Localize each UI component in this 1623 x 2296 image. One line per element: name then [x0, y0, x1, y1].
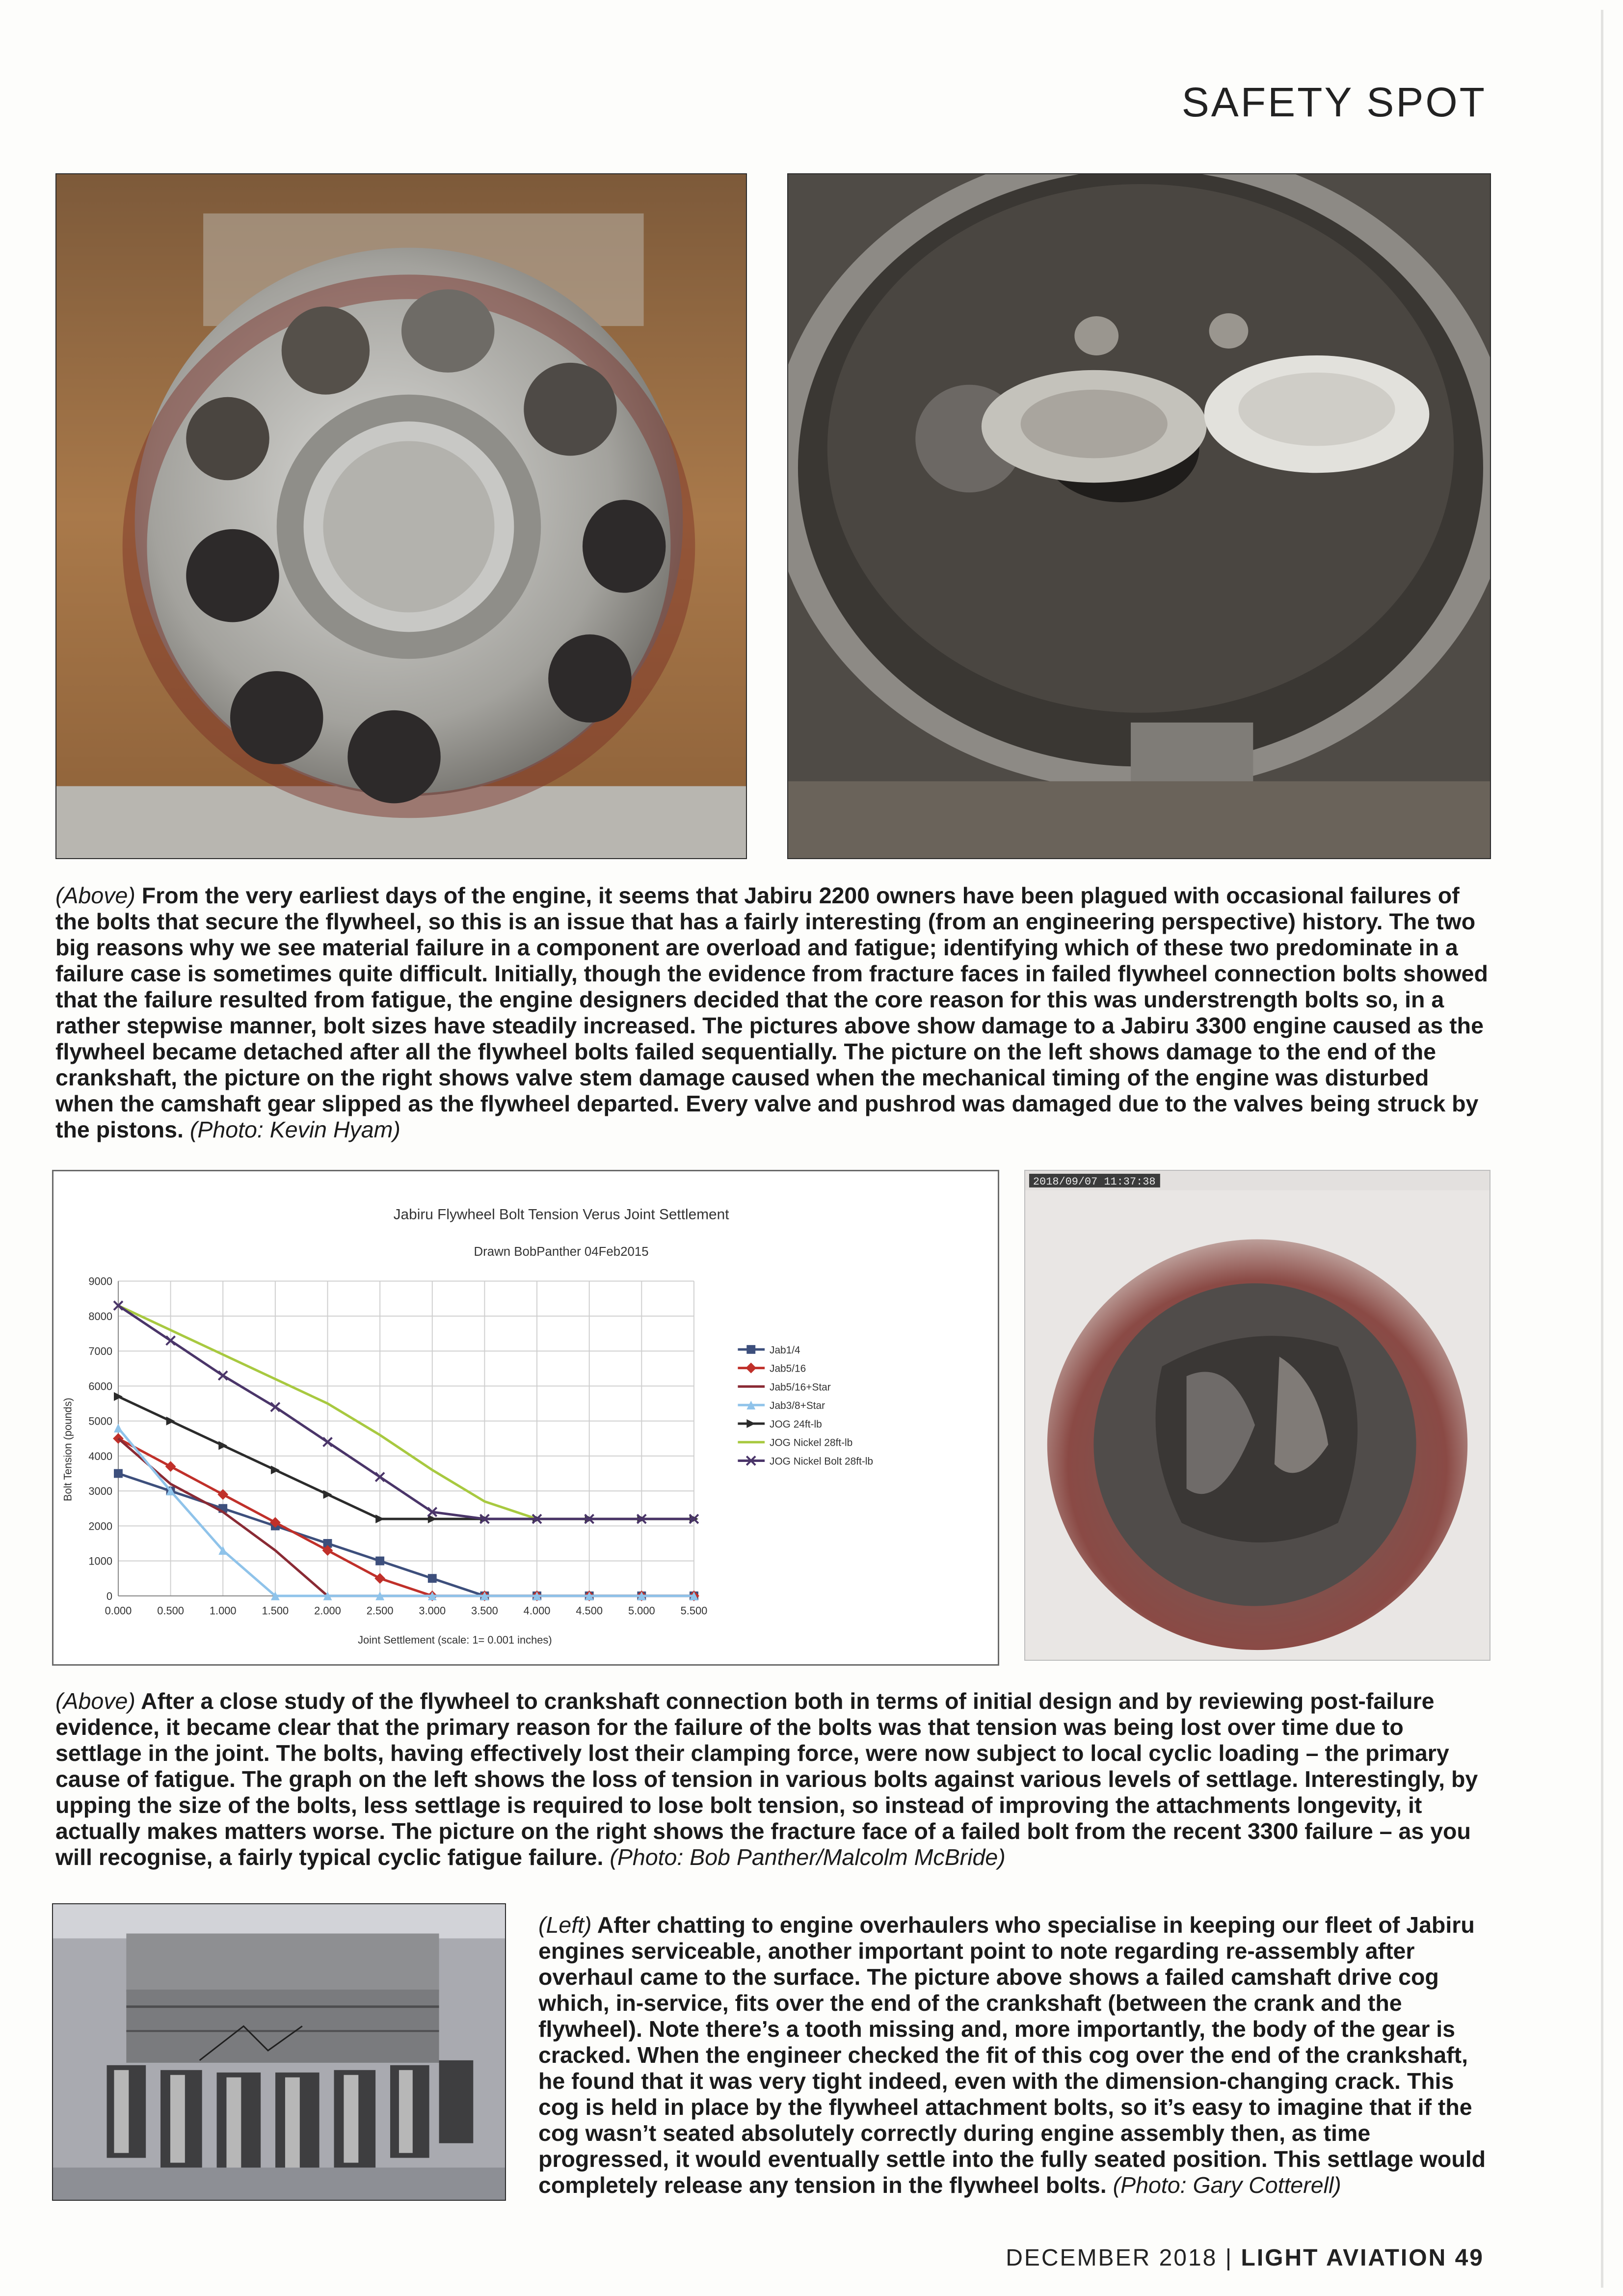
y-tick-label: 1000 — [88, 1555, 113, 1567]
x-tick-label: 0.000 — [105, 1604, 132, 1617]
y-axis-label: Bolt Tension (pounds) — [61, 1398, 74, 1502]
photo-credit: (Photo: Bob Panther/Malcolm McBride) — [610, 1844, 1006, 1870]
footer-separator: | — [1225, 2245, 1233, 2271]
x-tick-label: 2.500 — [366, 1604, 394, 1617]
x-tick-label: 2.000 — [314, 1604, 341, 1617]
section-title: SAFETY SPOT — [1181, 79, 1487, 125]
x-tick-label: 5.000 — [628, 1604, 655, 1617]
series-line — [118, 1438, 694, 1596]
chart-grid — [118, 1281, 694, 1596]
series-line — [118, 1473, 694, 1595]
data-point — [165, 1461, 176, 1472]
caption-lead: (Left) — [538, 1912, 592, 1938]
caption-lead: (Above) — [55, 883, 135, 908]
series-jog-nickel-bolt-28ft-lb — [114, 1301, 698, 1523]
bolt-fracture-face-photo — [1024, 1170, 1490, 1661]
caption-camshaft-cog — [538, 1912, 1493, 2198]
y-tick-label: 0 — [106, 1590, 113, 1602]
photo-timestamp: 2018/09/07 11:37:38 — [1033, 1175, 1156, 1188]
photo-credit: (Photo: Gary Cotterell) — [1113, 2172, 1341, 2198]
series-jog-nickel-28ft-lb — [118, 1306, 694, 1519]
y-tick-label: 2000 — [88, 1520, 113, 1533]
x-tick-label: 4.500 — [576, 1604, 603, 1617]
y-tick-label: 3000 — [88, 1485, 113, 1498]
x-tick-label: 3.000 — [419, 1604, 446, 1617]
data-point — [375, 1557, 384, 1566]
data-point — [745, 1363, 756, 1374]
x-tick-label: 1.500 — [262, 1604, 289, 1617]
y-tick-label: 9000 — [88, 1275, 113, 1288]
caption-bolt-tension — [55, 1688, 1491, 1870]
chart-legend — [738, 1345, 873, 1467]
x-tick-label: 3.500 — [471, 1604, 498, 1617]
data-point — [114, 1469, 123, 1478]
caption-crankshaft-damage — [55, 883, 1491, 1143]
data-point — [746, 1419, 755, 1428]
x-axis-label: Joint Settlement (scale: 1= 0.001 inches) — [358, 1634, 552, 1647]
legend-item — [738, 1419, 822, 1430]
x-tick-label: 4.000 — [523, 1604, 551, 1617]
x-tick-label: 5.500 — [680, 1604, 708, 1617]
legend-item — [738, 1456, 873, 1467]
caption-body: After chatting to engine overhaulers who specialise in keeping our fleet of Jabiru engines serviceable, another important point to note regarding re-assembly after overhaul came to the surface. The picture above shows a failed camshaft drive cog which, in-service, fits over the end of the crankshaft (between the crank and the flywheel). Note there’s a tooth missing and, more importantly, the body of the gear is cracked. When the engineer checked the fit of this cog over the end of the crankshaft, he found that it was very tight indeed, even with the dimension-changing crack. This cog is held in place by the flywheel attachment bolts, so it’s easy to imagine that if the cog wasn’t seated absolutely correctly during engine assembly then, as time progressed, it would eventually settle into the fully seated position. This settlage would completely release any tension in the flywheel bolts. — [538, 1912, 1486, 2198]
legend-label: Jab1/4 — [770, 1344, 800, 1356]
legend-item — [738, 1381, 830, 1393]
issue-date: DECEMBER 2018 — [1006, 2245, 1218, 2271]
photo-credit: (Photo: Kevin Hyam) — [189, 1117, 400, 1142]
caption-lead: (Above) — [55, 1688, 135, 1714]
legend-label: Jab5/16 — [770, 1363, 806, 1375]
publication-name: LIGHT AVIATION — [1241, 2245, 1447, 2271]
legend-label: JOG Nickel Bolt 28ft-lb — [770, 1456, 874, 1467]
bolt-tension-chart — [52, 1170, 999, 1666]
legend-item — [738, 1437, 852, 1449]
series-jab1-4 — [114, 1469, 698, 1600]
y-tick-label: 7000 — [88, 1345, 113, 1358]
x-tick-label: 1.000 — [209, 1604, 237, 1617]
series-line — [118, 1397, 694, 1519]
caption-body: From the very earliest days of the engine, it seems that Jabiru 2200 owners have been plagued with occasional failures of the bolts that secure the flywheel, so this is an issue that has a fairly interesting (from an engineering perspective) history. The two big reasons why we see material failure in a component are overload and fatigue; identifying which of these two predominate in a failure case is sometimes quite difficult. Initially, though the evidence from fracture faces in failed flywheel connection bolts showed that the failure resulted from fatigue, the engine designers decided that the core reason for this was understrength bolts so, in a rather stepwise manner, bolt sizes have steadily increased. The pictures above show damage to a Jabiru 3300 engine caused as the flywheel became detached after all the flywheel bolts failed sequentially. The picture on the left shows damage to the end of the crankshaft, the picture on the right shows valve stem damage caused when the mechanical timing of the engine was disturbed when the camshaft gear slipped as the flywheel departed. Every valve and pushrod was damaged due to the valves being struck by the pistons. — [55, 883, 1488, 1142]
y-tick-label: 6000 — [88, 1380, 113, 1393]
legend-label: Jab3/8+Star — [770, 1400, 825, 1412]
legend-label: JOG Nickel 28ft-lb — [770, 1437, 853, 1449]
series-line — [118, 1438, 694, 1596]
series-jab5-16 — [113, 1433, 699, 1601]
series-jab5-16-star — [118, 1438, 694, 1596]
legend-item — [738, 1400, 825, 1411]
y-tick-label: 8000 — [88, 1310, 113, 1323]
cracked-camshaft-cog-photo — [52, 1903, 506, 2201]
data-point — [428, 1574, 437, 1583]
legend-item — [738, 1363, 806, 1375]
page-footer — [1006, 2244, 1484, 2271]
chart-title: Jabiru Flywheel Bolt Tension Verus Joint Settlement — [393, 1206, 729, 1223]
page-number: 49 — [1455, 2245, 1484, 2271]
legend-label: Jab5/16+Star — [770, 1381, 831, 1393]
series-line — [118, 1306, 694, 1519]
series-jab3-8-star — [114, 1424, 698, 1600]
caption-body: After a close study of the flywheel to crankshaft connection both in terms of initial design and by reviewing post-failure evidence, it became clear that the primary reason for the failure of the bolts was that tension was being lost over time due to settlage in the joint. The bolts, having effectively lost their clamping force, were now subject to local cyclic loading – the primary cause of fatigue. The graph on the left shows the loss of tension in various bolts against various levels of settlage. Interestingly, by upping the size of the bolts, less settlage is required to lose bolt tension, so instead of improving the attachments longevity, it actually makes matters worse. The picture on the right shows the fracture face of a failed bolt from the recent 3300 failure – as you will recognise, a fairly typical cyclic fatigue failure. — [55, 1688, 1478, 1870]
chart-subtitle: Drawn BobPanther 04Feb2015 — [474, 1244, 649, 1259]
data-point — [374, 1573, 385, 1584]
legend-label: JOG 24ft-lb — [770, 1418, 822, 1430]
crankshaft-flywheel-end-photo — [55, 173, 747, 859]
data-point — [114, 1424, 123, 1432]
y-tick-label: 5000 — [88, 1415, 113, 1428]
y-tick-label: 4000 — [88, 1450, 113, 1462]
legend-item — [738, 1345, 800, 1356]
page-edge — [1601, 10, 1603, 2288]
chart-series — [113, 1301, 699, 1601]
valve-stem-damage-photo — [787, 173, 1491, 859]
data-point — [746, 1345, 755, 1354]
series-jog-24ft-lb — [114, 1392, 698, 1523]
x-tick-label: 0.500 — [157, 1604, 184, 1617]
series-line — [118, 1306, 694, 1519]
